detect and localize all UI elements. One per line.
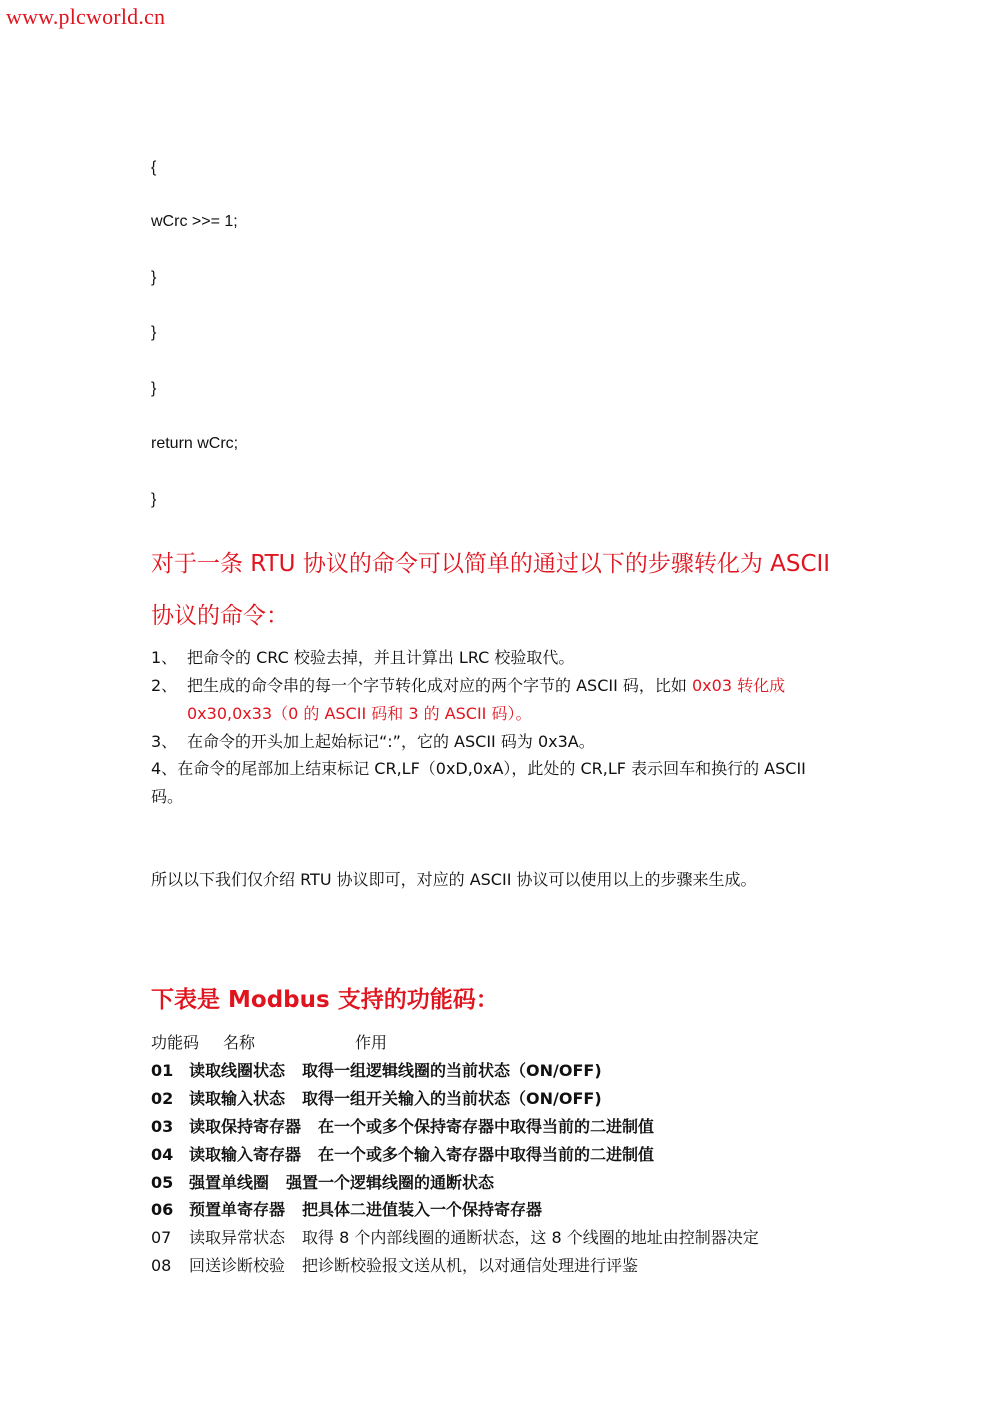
function-desc: 把诊断校验报文送从机，以对通信处理进行评鉴 — [302, 1256, 639, 1275]
function-name: 读取输入状态 — [189, 1089, 286, 1108]
function-desc: 把具体二进值装入一个保持寄存器 — [302, 1200, 543, 1219]
table-row — [151, 1256, 638, 1276]
step-2-continuation: 0x30,0x33（0 的 ASCII 码和 3 的 ASCII 码）。 — [187, 704, 532, 723]
function-code: 07 — [151, 1228, 172, 1247]
function-desc: 取得一组逻辑线圈的当前状态（ON/OFF) — [302, 1061, 602, 1080]
header-code: 功能码 — [151, 1033, 200, 1052]
code-line: { — [151, 159, 157, 176]
function-name: 回送诊断校验 — [189, 1256, 286, 1275]
rtu-heading-line1: 对于一条 RTU 协议的命令可以简单的通过以下的步骤转化为 ASCII — [151, 551, 831, 577]
code-line: return wCrc; — [151, 435, 239, 452]
header-desc: 作用 — [355, 1033, 388, 1052]
function-desc: 在一个或多个输入寄存器中取得当前的二进制值 — [318, 1145, 655, 1164]
function-desc: 强置一个逻辑线圈的通断状态 — [286, 1173, 495, 1192]
step-number: 2、 — [151, 676, 178, 695]
function-code: 06 — [151, 1200, 174, 1219]
rtu-heading-line2: 协议的命令： — [151, 603, 289, 629]
function-name: 强置单线圈 — [189, 1173, 270, 1192]
step-text: 把生成的命令串的每一个字节转化成对应的两个字节的 ASCII 码，比如 — [187, 676, 692, 695]
table-row — [151, 1061, 602, 1081]
step-text-highlight: 0x03 转化成 — [691, 676, 786, 695]
function-code: 02 — [151, 1089, 174, 1108]
step-number: 4、 — [151, 759, 178, 778]
function-code: 05 — [151, 1173, 174, 1192]
function-desc: 取得 8 个内部线圈的通断状态，这 8 个线圈的地址由控制器决定 — [302, 1228, 759, 1247]
function-code: 08 — [151, 1256, 172, 1275]
table-row — [151, 1117, 654, 1137]
code-line: } — [151, 324, 157, 341]
function-desc: 取得一组开关输入的当前状态（ON/OFF) — [302, 1089, 602, 1108]
site-watermark: www.plcworld.cn — [6, 4, 166, 29]
function-code: 01 — [151, 1061, 174, 1080]
table-row — [151, 1145, 654, 1165]
summary-paragraph: 所以以下我们仅介绍 RTU 协议即可，对应的 ASCII 协议可以使用以上的步骤来生成。 — [151, 870, 757, 889]
table-row — [151, 1228, 759, 1248]
step-number: 3、 — [151, 732, 178, 751]
step-4 — [151, 759, 806, 779]
step-text: 把命令的 CRC 校验去掉，并且计算出 LRC 校验取代。 — [187, 648, 575, 667]
function-name: 读取异常状态 — [189, 1228, 286, 1247]
function-desc: 在一个或多个保持寄存器中取得当前的二进制值 — [318, 1117, 655, 1136]
function-name: 读取线圈状态 — [189, 1061, 286, 1080]
table-row — [151, 1200, 542, 1220]
function-code: 03 — [151, 1117, 174, 1136]
step-text: 在命令的尾部加上结束标记 CR,LF（0xD,0xA），此处的 CR,LF 表示回车和换行的 ASCII — [177, 759, 806, 778]
code-line: } — [151, 491, 157, 508]
table-row — [151, 1173, 494, 1193]
code-line: } — [151, 269, 157, 286]
step-2 — [151, 676, 785, 696]
function-code-heading: 下表是 Modbus 支持的功能码： — [151, 987, 499, 1013]
step-1 — [151, 648, 574, 668]
header-name: 名称 — [223, 1033, 256, 1052]
function-name: 预置单寄存器 — [189, 1200, 286, 1219]
step-text: 在命令的开头加上起始标记“:”，它的 ASCII 码为 0x3A。 — [187, 732, 595, 751]
step-3 — [151, 732, 595, 752]
table-header — [151, 1033, 387, 1053]
step-4-continuation: 码。 — [151, 787, 184, 806]
function-name: 读取输入寄存器 — [189, 1145, 302, 1164]
code-line: wCrc >>= 1; — [151, 213, 238, 230]
step-number: 1、 — [151, 648, 178, 667]
function-code: 04 — [151, 1145, 174, 1164]
table-row — [151, 1089, 602, 1109]
function-name: 读取保持寄存器 — [189, 1117, 302, 1136]
code-line: } — [151, 380, 157, 397]
